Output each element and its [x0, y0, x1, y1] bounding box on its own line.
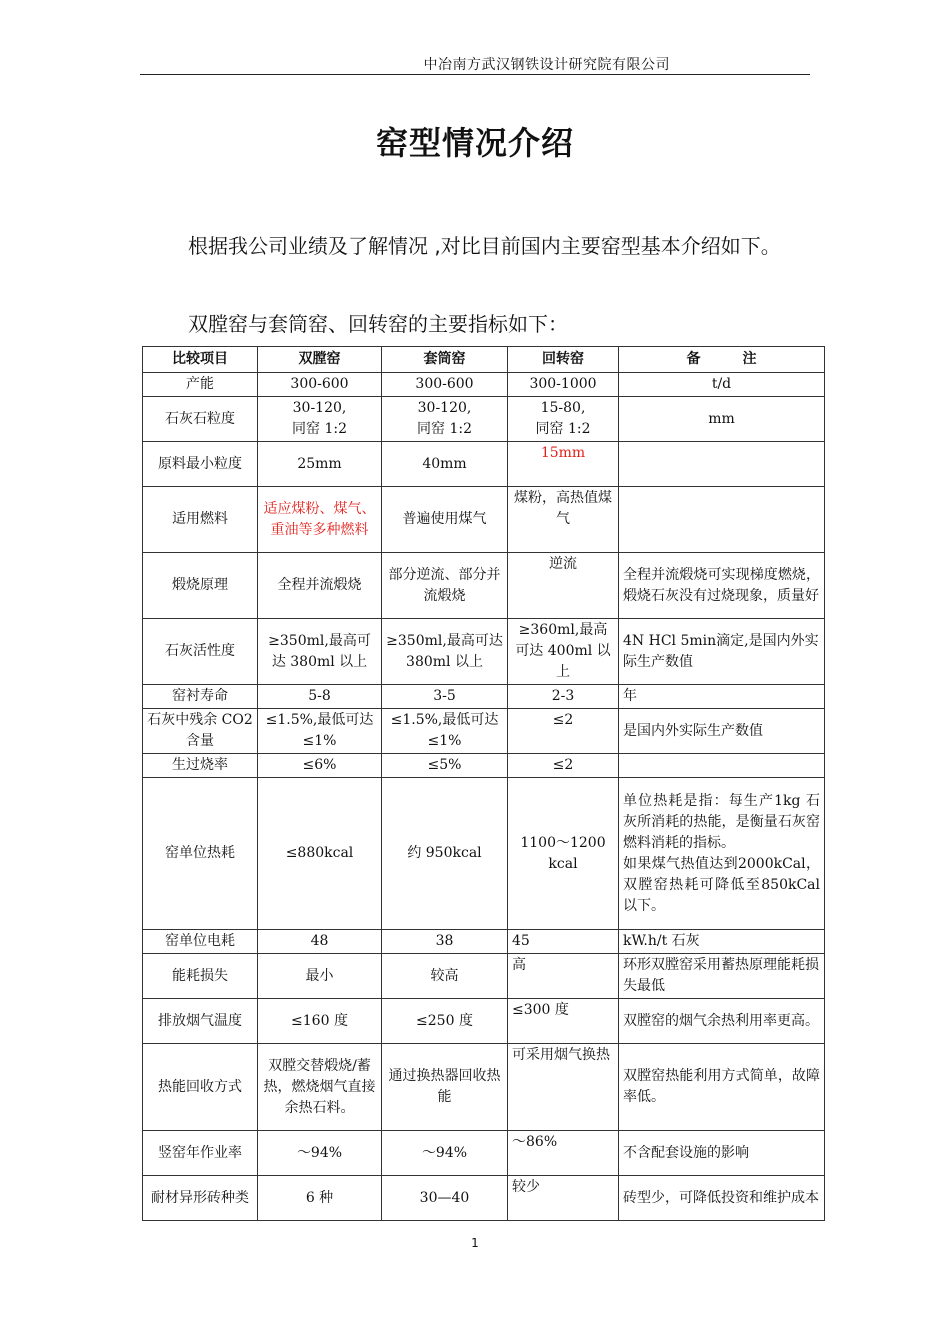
- table-cell: 15-80, 同窑 1:2: [508, 397, 619, 442]
- table-cell: 1100～1200 kcal: [508, 778, 619, 930]
- intro-paragraph: 根据我公司业绩及了解情况 ,对比目前国内主要窑型基本介绍如下。: [188, 234, 781, 258]
- table-cell: 300-1000: [508, 373, 619, 397]
- table-row: [143, 487, 825, 553]
- table-row: [143, 778, 825, 930]
- company-name: 中冶南方武汉钢铁设计研究院有限公司: [423, 57, 670, 73]
- table-row: [143, 930, 825, 954]
- table-cell: 竖窑年作业率: [143, 1131, 258, 1176]
- table-cell: 部分逆流、部分并流煅烧: [382, 553, 508, 619]
- table-cell: ～94%: [258, 1131, 382, 1176]
- table-cell: 全程并流煅烧可实现梯度燃烧，煅烧石灰没有过烧现象，质量好: [619, 553, 825, 619]
- table-cell: 双膛交替煅烧/蓄热，燃烧烟气直接余热石料。: [258, 1044, 382, 1131]
- table-cell: 热能回收方式: [143, 1044, 258, 1131]
- table-cell: ≤6%: [258, 754, 382, 778]
- table-cell: 较高: [382, 954, 508, 999]
- table-cell: 3-5: [382, 685, 508, 709]
- table-cell: ～86%: [508, 1131, 619, 1176]
- table-cell: [619, 754, 825, 778]
- table-row: [143, 442, 825, 487]
- table-cell: 较少: [508, 1176, 619, 1221]
- table-cell: ≥350ml,最高可达 380ml 以上: [258, 619, 382, 685]
- table-cell: 适用燃料: [143, 487, 258, 553]
- table-cell: 15mm: [508, 442, 619, 487]
- table-cell: 6 种: [258, 1176, 382, 1221]
- table-cell: 不含配套设施的影响: [619, 1131, 825, 1176]
- table-cell: [619, 487, 825, 553]
- table-cell: 煤粉，高热值煤气: [508, 487, 619, 553]
- table-cell: [619, 442, 825, 487]
- table-cell: ≤1.5%,最低可达≤1%: [258, 709, 382, 754]
- table-cell: ～94%: [382, 1131, 508, 1176]
- table-row: [143, 1044, 825, 1131]
- header-cell: 双膛窑: [258, 347, 382, 373]
- table-cell: 适应煤粉、煤气、重油等多种燃料: [258, 487, 382, 553]
- table-row: [143, 1131, 825, 1176]
- table-cell: 环形双膛窑采用蓄热原理能耗损失最低: [619, 954, 825, 999]
- table-cell: 30-120, 同窑 1:2: [258, 397, 382, 442]
- table-cell: 窑衬寿命: [143, 685, 258, 709]
- table-cell: 30-120, 同窑 1:2: [382, 397, 508, 442]
- table-cell: 25mm: [258, 442, 382, 487]
- table-cell: ≤2: [508, 709, 619, 754]
- table-cell: 原料最小粒度: [143, 442, 258, 487]
- header-cell: 回转窑: [508, 347, 619, 373]
- table-cell: 单位热耗是指：每生产1kg 石灰所消耗的热能，是衡量石灰窑燃料消耗的指标。 如果煤气热值达到2000kCal，双膛窑热耗可降低至850kCal以下。: [619, 778, 825, 930]
- table-row: [143, 999, 825, 1044]
- table-row: [143, 754, 825, 778]
- table-cell: 30—40: [382, 1176, 508, 1221]
- table-cell: ≤250 度: [382, 999, 508, 1044]
- table-cell: ≥360ml,最高可达 400ml 以上: [508, 619, 619, 685]
- table-cell: 40mm: [382, 442, 508, 487]
- table-cell: 5-8: [258, 685, 382, 709]
- table-cell: 逆流: [508, 553, 619, 619]
- table-cell: 窑单位热耗: [143, 778, 258, 930]
- table-cell: 45: [508, 930, 619, 954]
- table-header-row: [143, 347, 825, 373]
- table-cell: 排放烟气温度: [143, 999, 258, 1044]
- page-header: [140, 54, 810, 75]
- table-row: [143, 1176, 825, 1221]
- table-cell: 38: [382, 930, 508, 954]
- table-cell: 普遍使用煤气: [382, 487, 508, 553]
- table-cell: 通过换热器回收热能: [382, 1044, 508, 1131]
- table-cell: 年: [619, 685, 825, 709]
- table-row: [143, 397, 825, 442]
- header-cell: 比较项目: [143, 347, 258, 373]
- table-cell: 双膛窑的烟气余热利用率更高。: [619, 999, 825, 1044]
- table-cell: 48: [258, 930, 382, 954]
- table-cell: ≤300 度: [508, 999, 619, 1044]
- table-row: [143, 709, 825, 754]
- table-cell: 约 950kcal: [382, 778, 508, 930]
- table-row: [143, 619, 825, 685]
- page-number: 1: [471, 1236, 479, 1250]
- document-title: 窑型情况介绍: [375, 124, 574, 162]
- header-cell: 套筒窑: [382, 347, 508, 373]
- table-cell: 双膛窑热能利用方式简单，故障率低。: [619, 1044, 825, 1131]
- table-cell: 石灰石粒度: [143, 397, 258, 442]
- table-cell: ≤880kcal: [258, 778, 382, 930]
- table-cell: 煅烧原理: [143, 553, 258, 619]
- table-row: [143, 373, 825, 397]
- table-cell: 产能: [143, 373, 258, 397]
- header-cell: 备 注: [619, 347, 825, 373]
- table-cell: ≤160 度: [258, 999, 382, 1044]
- table-row: [143, 954, 825, 999]
- table-cell: 全程并流煅烧: [258, 553, 382, 619]
- table-cell: kW.h/t 石灰: [619, 930, 825, 954]
- table-cell: 是国内外实际生产数值: [619, 709, 825, 754]
- table-cell: 最小: [258, 954, 382, 999]
- table-row: [143, 553, 825, 619]
- table-cell: 300-600: [382, 373, 508, 397]
- table-cell: ≤2: [508, 754, 619, 778]
- table-cell: mm: [619, 397, 825, 442]
- table-cell: 耐材异形砖种类: [143, 1176, 258, 1221]
- table-cell: 石灰活性度: [143, 619, 258, 685]
- table-cell: 4N HCl 5min滴定,是国内外实际生产数值: [619, 619, 825, 685]
- kiln-comparison-table: [142, 346, 825, 1221]
- table-cell: t/d: [619, 373, 825, 397]
- table-cell: 石灰中残余 CO2 含量: [143, 709, 258, 754]
- table-cell: 300-600: [258, 373, 382, 397]
- table-cell: 2-3: [508, 685, 619, 709]
- table-cell: 能耗损失: [143, 954, 258, 999]
- table-cell: ≤5%: [382, 754, 508, 778]
- table-cell: ≥350ml,最高可达 380ml 以上: [382, 619, 508, 685]
- table-cell: 砖型少，可降低投资和维护成本: [619, 1176, 825, 1221]
- table-row: [143, 685, 825, 709]
- table-cell: 高: [508, 954, 619, 999]
- table-cell: 窑单位电耗: [143, 930, 258, 954]
- table-caption: 双膛窑与套筒窑、回转窑的主要指标如下：: [188, 312, 568, 336]
- table-cell: 生过烧率: [143, 754, 258, 778]
- table-cell: 可采用烟气换热: [508, 1044, 619, 1131]
- table-cell: ≤1.5%,最低可达≤1%: [382, 709, 508, 754]
